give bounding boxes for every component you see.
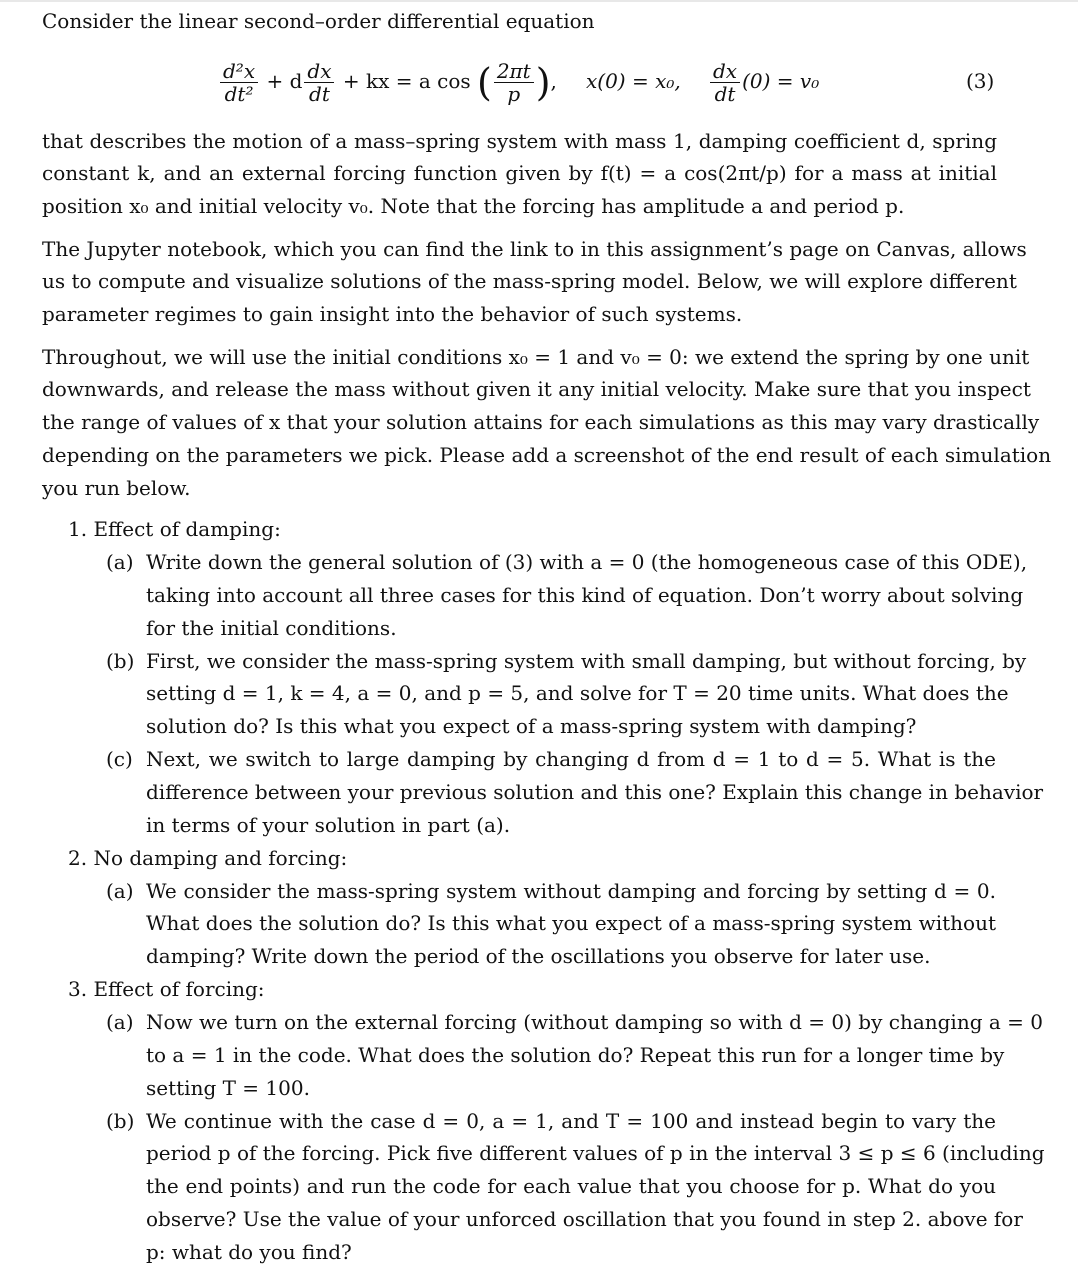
para2-line: The Jupyter notebook, which you can find the link to in this assignment’s page on Canvas, allows	[42, 237, 1027, 261]
list-line: the end points) and run the code for each value that you choose for p. What do you	[146, 1174, 996, 1198]
list-line: solution do? Is this what you expect of a mass-spring system with damping?	[146, 714, 917, 738]
second-derivative: $\frac{\text{d²x}}{\text{dt²}}$	[220, 60, 258, 105]
first-derivative: $\frac{dx}{dt}$	[304, 60, 334, 105]
para1-line: position x₀ and initial velocity v₀. Note that the forcing has amplitude a and period p.	[42, 194, 905, 218]
list-line: What does the solution do? Is this what you expect of a mass-spring system without	[146, 911, 996, 935]
item-label: (b)	[106, 1109, 135, 1133]
para3-line: the range of values of x that your solution attains for each simulations as this may vary drastically	[42, 410, 1040, 434]
para2-line: parameter regimes to gain insight into the behavior of such systems.	[42, 302, 743, 326]
list-line: period p of the forcing. Pick five different values of p in the interval 3 ≤ p ≤ 6 (including	[146, 1141, 1045, 1165]
list-line: difference between your previous solution and this one? Explain this change in behavior	[146, 780, 1044, 804]
list-line: We continue with the case d = 0, a = 1, and T = 100 and instead begin to vary the	[146, 1109, 996, 1133]
list-line: Next, we switch to large damping by changing d from d = 1 to d = 5. What is the	[146, 747, 996, 771]
para3-line: depending on the parameters we pick. Please add a screenshot of the end result of each simulation	[42, 443, 1052, 467]
section-3-heading: 3. Effect of forcing:	[68, 977, 265, 1001]
initial-position: x(0) = x₀,	[586, 69, 681, 93]
list-line: Now we turn on the external forcing (without damping so with d = 0) by changing a = 0	[146, 1010, 1043, 1034]
section-2-heading: 2. No damping and forcing:	[68, 846, 348, 870]
list-line: Write down the general solution of (3) with a = 0 (the homogeneous case of this ODE),	[146, 550, 1028, 574]
equation-3: $\frac{\text{d²x}}{\text{dt²}}$ + d $\frac{dx}{dt}$ + kx = a cos ( $\frac{2\pi t}{p}$ ), x(0) = x₀, $\frac{dx}{dt}$ (0) = v₀ (3)	[0, 52, 1078, 122]
list-line: to a = 1 in the code. What does the solution do? Repeat this run for a longer time by	[146, 1043, 1005, 1067]
top-rule	[0, 0, 1078, 2]
para3-line: Throughout, we will use the initial conditions x₀ = 1 and v₀ = 0: we extend the spring by one unit	[42, 345, 1030, 369]
para3-line: you run below.	[42, 476, 191, 500]
cos-argument: $\frac{2\pi t}{p}$	[494, 60, 534, 105]
intro-line: Consider the linear second–order differential equation	[42, 9, 595, 33]
item-label: (a)	[106, 879, 134, 903]
para2-line: us to compute and visualize solutions of the mass-spring model. Below, we will explore different	[42, 269, 1017, 293]
initial-velocity: $\frac{dx}{dt}$ (0) = v₀	[708, 52, 819, 110]
item-label: (a)	[106, 1010, 134, 1034]
list-line: for the initial conditions.	[146, 616, 397, 640]
para3-line: downwards, and release the mass without given it any initial velocity. Make sure that you inspect	[42, 377, 1031, 401]
list-line: observe? Use the value of your unforced oscillation that you found in step 2. above for	[146, 1207, 1023, 1231]
list-line: setting d = 1, k = 4, a = 0, and p = 5, and solve for T = 20 time units. What does the	[146, 681, 1009, 705]
list-line: We consider the mass-spring system without damping and forcing by setting d = 0.	[146, 879, 996, 903]
item-label: (a)	[106, 550, 134, 574]
list-line: First, we consider the mass-spring system with small damping, but without forcing, by	[146, 649, 1027, 673]
para1-line: constant k, and an external forcing function given by f(t) = a cos(2πt/p) for a mass at initial	[42, 161, 997, 185]
section-1-heading: 1. Effect of damping:	[68, 517, 281, 541]
list-line: damping? Write down the period of the oscillations you observe for later use.	[146, 944, 931, 968]
list-line: p: what do you find?	[146, 1240, 352, 1264]
item-label: (b)	[106, 649, 135, 673]
list-line: setting T = 100.	[146, 1076, 310, 1100]
list-line: taking into account all three cases for this kind of equation. Don’t worry about solving	[146, 583, 1024, 607]
item-label: (c)	[106, 747, 133, 771]
list-line: in terms of your solution in part (a).	[146, 813, 511, 837]
equation-number: (3)	[966, 69, 995, 93]
para1-line: that describes the motion of a mass–spring system with mass 1, damping coefficient d, spring	[42, 129, 997, 153]
